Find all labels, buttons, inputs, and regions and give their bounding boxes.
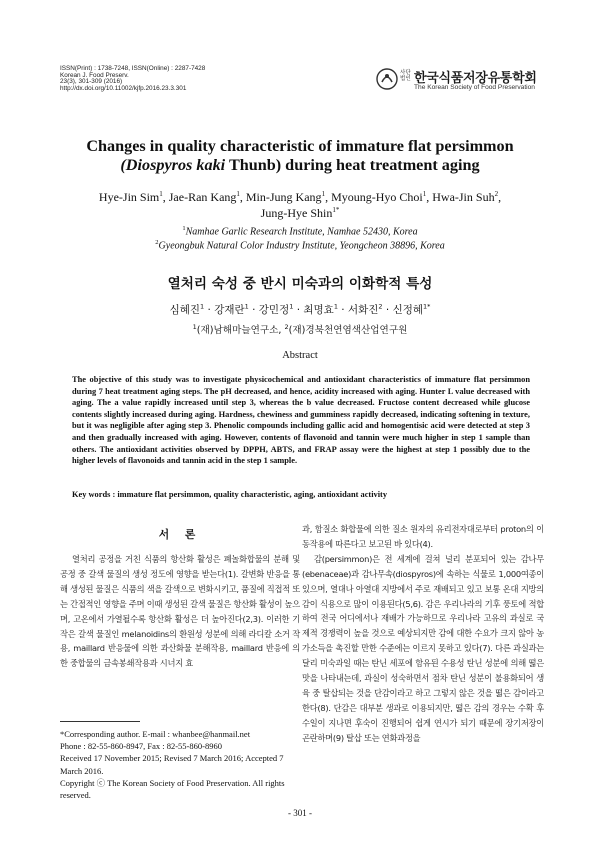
- corresponding-email: *Corresponding author. E-mail : whanbee@hanmail.net: [60, 729, 251, 739]
- volume-pages: 23(3), 301-309 (2016): [60, 78, 123, 86]
- species-name: (Diospyros kaki: [120, 156, 226, 174]
- journal-meta: [60, 66, 205, 92]
- title-remainder: Thunb) during heat treatment aging: [225, 156, 480, 174]
- author-list-line2: Jung-Hye Shin$^{1*}$: [260, 206, 340, 220]
- affiliation-1: $^1$Namhae Garlic Research Institute, Namhae 52430, Korea: [182, 225, 418, 238]
- society-name-kr: 한국식품저장유통학회: [414, 71, 537, 86]
- society-logo-block: [376, 64, 552, 94]
- korean-title: 열처리 숙성 중 반시 미숙과의 이화학적 특성: [167, 276, 433, 292]
- doi-link[interactable]: http://dx.doi.org/10.11002/kjfp.2016.23.3.301: [60, 84, 187, 92]
- society-name-en: The Korean Society of Food Preservation: [414, 84, 535, 91]
- korean-affiliations: $^1$(재)남해마늘연구소, $^2$(재)경북천연염색산업연구원: [192, 322, 408, 336]
- author: Myoung-Hyo Choi: [331, 190, 423, 204]
- author: Hwa-Jin Suh: [432, 190, 495, 204]
- body-paragraph-continued: 과, 함질소 화합물에 의한 질소 원자의 유리전자대로부터 proton의 이동작용에 따른다고 보고된 바 있다(4).: [302, 524, 544, 549]
- issn-line: ISSN(Print) : 1738-7248, ISSN(Online) : 2287-7428: [60, 65, 206, 72]
- footnote: [60, 728, 296, 801]
- section-title-introduction: 서 론: [158, 528, 202, 541]
- journal-name: Korean J. Food Preserv.: [60, 71, 129, 79]
- affiliation-2: $^2$Gyeongbuk Natural Color Industry Institute, Yeongcheon 38896, Korea: [155, 239, 445, 252]
- body-left-column: [60, 552, 300, 671]
- korean-author-list: 심혜진$^1$ · 강재란$^1$ · 강민정$^1$ · 최명효$^1$ · 서화진$^2$ · 신정혜$^{1*}$: [169, 302, 431, 316]
- author: Min-Jung Kang: [245, 190, 322, 204]
- author: Jae-Ran Kang: [168, 190, 237, 204]
- page-number: - 301 -: [288, 808, 312, 818]
- paper-title-line1: Changes in quality characteristic of immature flat persimmon: [86, 137, 514, 155]
- society-emblem-icon: [376, 68, 398, 90]
- copyright: Copyright ⓒ The Korean Society of Food Preservation. All rights reserved.: [60, 777, 285, 801]
- paper-title-line2: [40, 156, 560, 175]
- body-paragraph: 감(persimmon)은 전 세계에 걸쳐 널리 분포되어 있는 감나무(ebenaceae)과 감나무속(diospyros)에 속하는 식물로 1,000여종이 있으며, 열대나 아열대 지방에서 주로 재배되고 있고 보통 온대 지방의 감이 식용으로 많이 이용된다(5,6). 감은 우리나라의 기후 풍토에 적합하여 전국 어디에서나 재배가 가능하므로 우리나라 고유의 과실로 국제적 경쟁력이 높을 것으로 예상되지만 감에 대한 수요가 크지 않아 농가소득을 촉진할 만한 수준에는 이르지 못하고 있다(7). 다른 과실과는 달리 미숙과일 때는 탄닌 세포에 함유된 수용성 탄닌 성분에 의해 떫은맛을 나타내는데, 과실이 성숙하면서 점차 탄닌 성분이 불용화되어 생육 중 탈삽되는 것을 단감이라고 하고 그렇지 않은 것을 떫은 감이라고 한다(8). 단감은 대부분 생과로 이용되지만, 떫은 감의 경우는 수확 후 수일이 지나면 후숙이 진행되어 쉽게 연시가 되기 때문에 장기저장이 곤란하며(9) 탈삽 또는 연화과정을: [302, 553, 544, 743]
- abstract-heading: Abstract: [282, 350, 318, 361]
- received-dates: Received 17 November 2015; Revised 7 March 2016; Accepted 7 March 2016.: [60, 753, 284, 776]
- abstract-text: The objective of this study was to investigate physicochemical and antioxidant characteristics of immature flat persimmon during 7 heat treatment aging steps. The pH decreased, and hence, acidity increased with aging. Hunter L value decreased with aging. The a value rapidly increased until step 3, whereas the b value decreased. Fructose content decreased while glucose contents slightly increased during aging. Hardness, chewiness and gumminess rapidly decreased, indicating softening in texture, but it was negligible after aging step 3. Phenolic compounds including gallic acid and homogentisic acid were detected at step 3 and then gradually increased with aging. However, contents of flavonoid and tannin were much higher in step 1 sample than others. The antioxidant activities observed by DPPH, ABTS, and FRAP assay were the highest at step 1 possibly due to the higher levels of flavonoids and tannin acid in the step 1 sample.: [72, 375, 530, 466]
- author: Hye-Jin Sim: [98, 190, 160, 204]
- keywords: Key words : immature flat persimmon, quality characteristic, aging, antioxidant activity: [72, 490, 388, 499]
- body-right-column: [302, 522, 544, 746]
- author-list: Hye-Jin Sim$^1$, Jae-Ran Kang$^1$, Min-Jung Kang$^1$, Myoung-Hyo Choi$^1$, Hwa-Jin Suh$^2$,: [98, 190, 502, 204]
- corresponding-author: Jung-Hye Shin: [260, 206, 333, 220]
- contact-phone: Phone : 82-55-860-8947, Fax : 82-55-860-8960: [60, 741, 222, 752]
- body-paragraph: 열처리 공정을 거친 식품의 항산화 활성은 폐놀화합물의 분해 및 공정 중 갈색 물질의 생성 정도에 영향을 받는다(1). 갈변화 반응을 통해 생성된 물질은 식품의 색을 갈색으로 변화시키고, 품질에 직접적 또는 간접적인 영향을 주며 이때 생성된 갈색 물질은 항산화 활성이 높으며, 고온에서 가열될수록 항산화 활성은 더 높아진다(2,3). 이러한 기작은 갈색 물질인 melanoidins의 환원성 성분에 의해 라디칼 소거 작용, maillard 반응물에 의한 과산화물 분해작용, maillard 반응에 의한 중합물의 금속봉쇄작용과 시너지 효: [60, 554, 300, 669]
- footnote-divider: [60, 721, 140, 722]
- society-prefix: 사단법인: [400, 70, 411, 82]
